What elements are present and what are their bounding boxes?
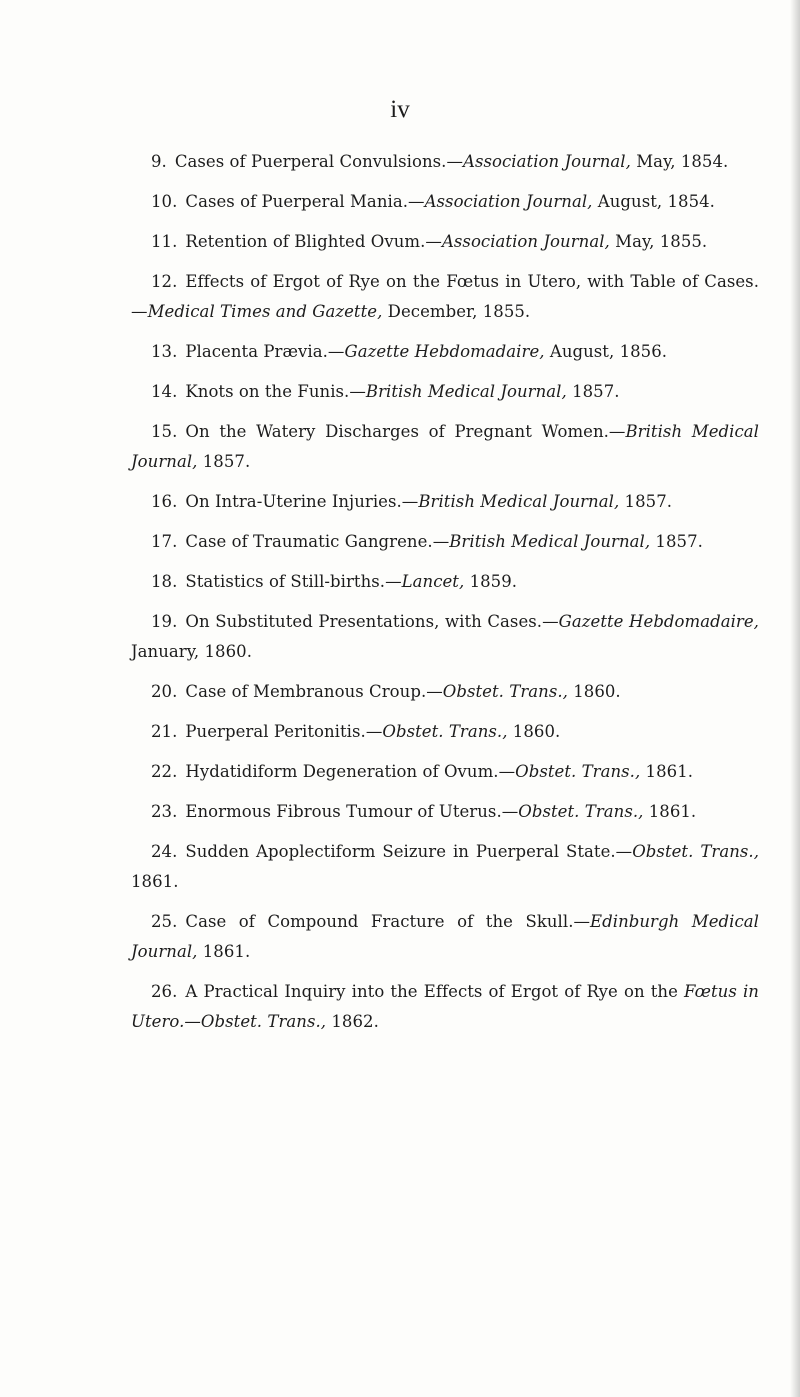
list-item: 11. Retention of Blighted Ovum.—Association Journal, May, 1855. [151,232,708,251]
list-item: 17. Case of Traumatic Gangrene.—British Medical Journal, 1857. [151,532,703,551]
page-edge-shadow [790,0,800,1397]
list-item: 15. On the Watery Discharges of Pregnant Women.—British Medical Journal, 1857. [131,422,760,471]
page-number: iv [390,96,410,123]
list-item: 23. Enormous Fibrous Tumour of Uterus.—Obstet. Trans., 1861. [151,802,697,821]
list-item: 22. Hydatidiform Degeneration of Ovum.—Obstet. Trans., 1861. [151,762,694,781]
list-item: 20. Case of Membranous Croup.—Obstet. Trans., 1860. [151,682,621,701]
list-item: 13. Placenta Prævia.—Gazette Hebdomadaire, August, 1856. [151,342,668,361]
list-item: 12. Effects of Ergot of Rye on the Fœtus in Utero, with Table of Cases.—Medical Times and Gazette, December, 1855. [131,272,759,321]
list-item: 18. Statistics of Still-births.—Lancet, 1859. [151,572,518,591]
list-item: 21. Puerperal Peritonitis.—Obstet. Trans., 1860. [151,722,561,741]
list-item: 25. Case of Compound Fracture of the Skull.—Edinburgh Medical Journal, 1861. [131,912,759,961]
list-item: 10. Cases of Puerperal Mania.—Association Journal, August, 1854. [151,192,715,211]
publication-list [131,147,759,1047]
list-item: 24. Sudden Apoplectiform Seizure in Puerperal State.—Obstet. Trans., 1861. [131,842,759,891]
list-item: 14. Knots on the Funis.—British Medical Journal, 1857. [151,382,620,401]
list-item: 9. Cases of Puerperal Convulsions.—Association Journal, May, 1854. [151,152,729,171]
list-item: 19. On Substituted Presentations, with Cases.—Gazette Hebdomadaire, January, 1860. [131,612,759,661]
list-item: 16. On Intra-Uterine Injuries.—British Medical Journal, 1857. [151,492,673,511]
list-item: 26. A Practical Inquiry into the Effects of Ergot of Rye on the Fœtus in Utero.—Obstet. Trans., 1862. [131,982,759,1031]
